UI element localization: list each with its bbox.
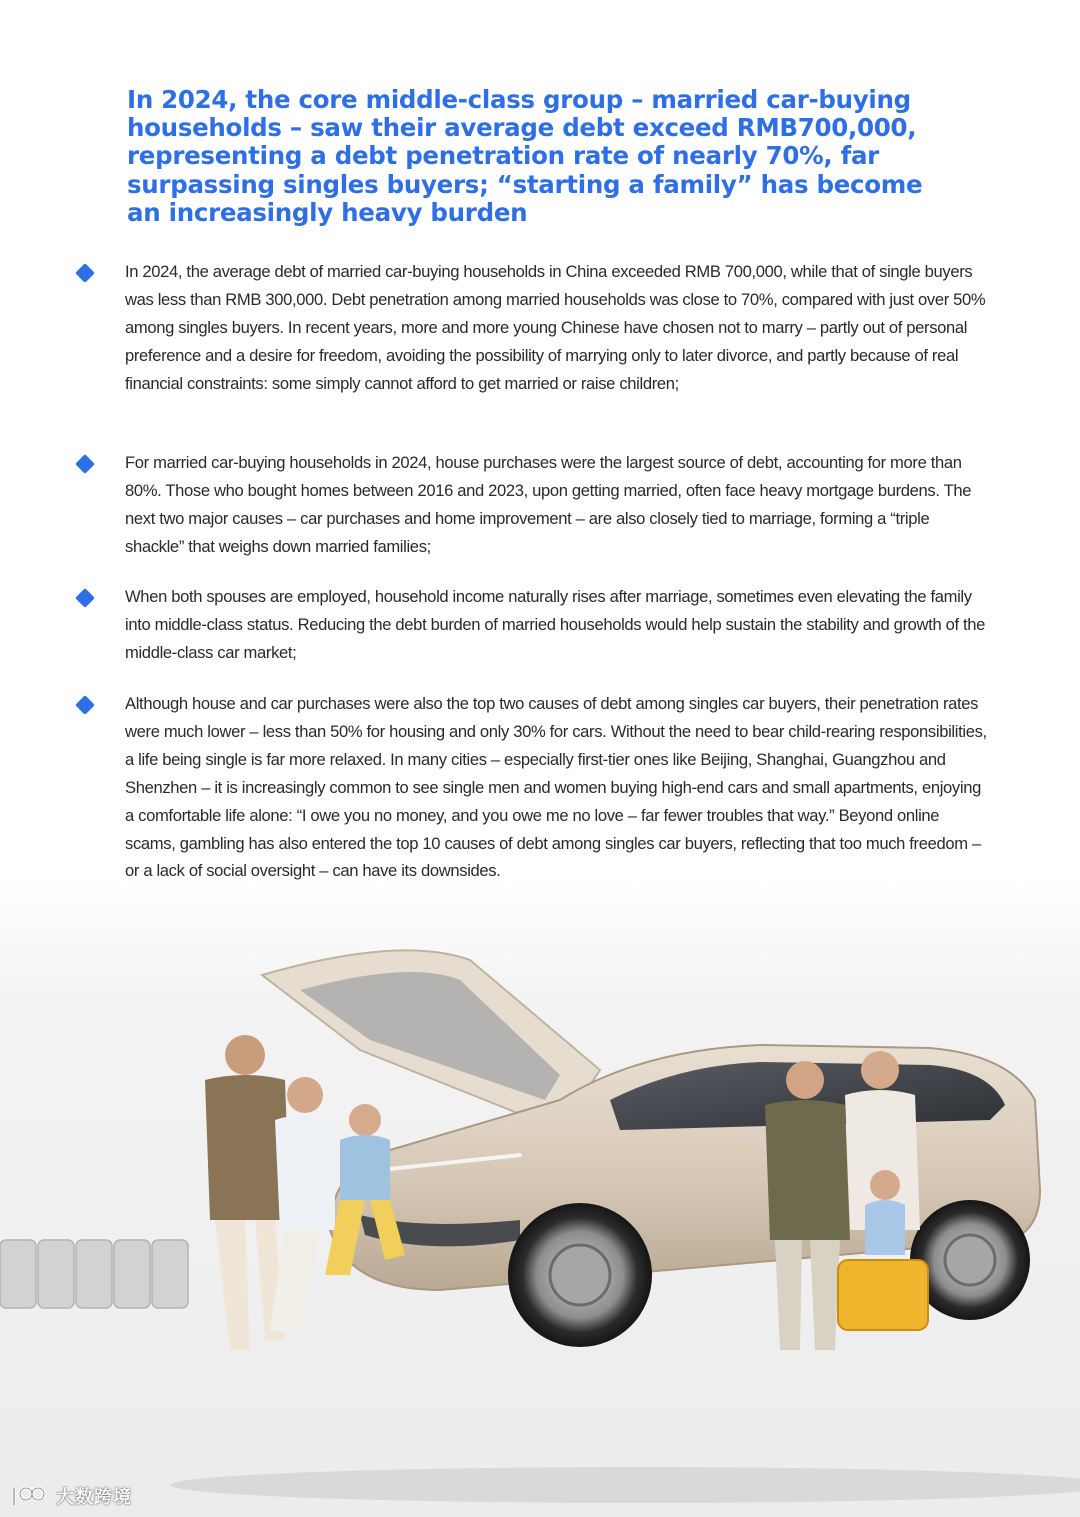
page-title: In 2024, the core middle-class group – married car-buying households – saw their average debt exceed RMB700,000, representing a debt penetration rate of nearly 70%, far surpassing singles buyers; “starting a family” has become an increasingly heavy burden [127, 85, 923, 227]
floor-shadow [170, 1467, 1080, 1503]
diamond-bullet-icon [75, 695, 95, 715]
watermark-text: 大数跨境 [56, 1487, 132, 1508]
brand-logo-icon [10, 1485, 50, 1507]
bullet-text: For married car-buying households in 2024, house purchases were the largest source of debt, accounting for more than 80%. Those who bought homes between 2016 and 2023, upon getting married, often face heavy mortgage burdens. The next two major causes – car purchases and home improvement – are also closely tied to marriage, forming a “triple shackle” that weighs down married families; [125, 453, 972, 556]
bullet-text: In 2024, the average debt of married car-buying households in China exceeded RMB 700,000, while that of single buyers was less than RMB 300,000. Debt penetration among married households was close to 70%, compared with just over 50% among singles buyers. In recent years, more and more young Chinese have chosen not to marry – partly out of personal preference and a desire for freedom, avoiding the possibility of marrying only to later divorce, and partly because of real financial constraints: some simply cannot afford to get married or raise children; [125, 262, 986, 393]
bullet-text: When both spouses are employed, household income naturally rises after marriage, sometimes even elevating the family into middle-class status. Reducing the debt burden of married households would help sustain the stability and growth of the middle-class car market; [125, 587, 985, 662]
suitcases [0, 1240, 188, 1308]
bullet-text: Although house and car purchases were also the top two causes of debt among singles car buyers, their penetration rates were much lower – less than 50% for housing and only 30% for cars. Without the need to bear child-rearing responsibilities, a life being single is far more relaxed. In many cities – especially first-tier ones like Beijing, Shanghai, Guangzhou and Shenzhen – it is increasingly common to see single men and women buying high-end cars and small apartments, enjoying a comfortable life alone: “I owe you no money, and you owe me no love – far fewer troubles that way.” Beyond online scams, gambling has also entered the top 10 causes of debt among singles car buyers, reflecting that too much freedom – or a lack of social oversight – can have its downsides. [125, 694, 987, 881]
family-car-illustration [0, 930, 1080, 1517]
diamond-bullet-icon [75, 588, 95, 608]
diamond-bullet-icon [75, 454, 95, 474]
diamond-bullet-icon [75, 263, 95, 283]
watermark-logo [10, 1482, 132, 1510]
